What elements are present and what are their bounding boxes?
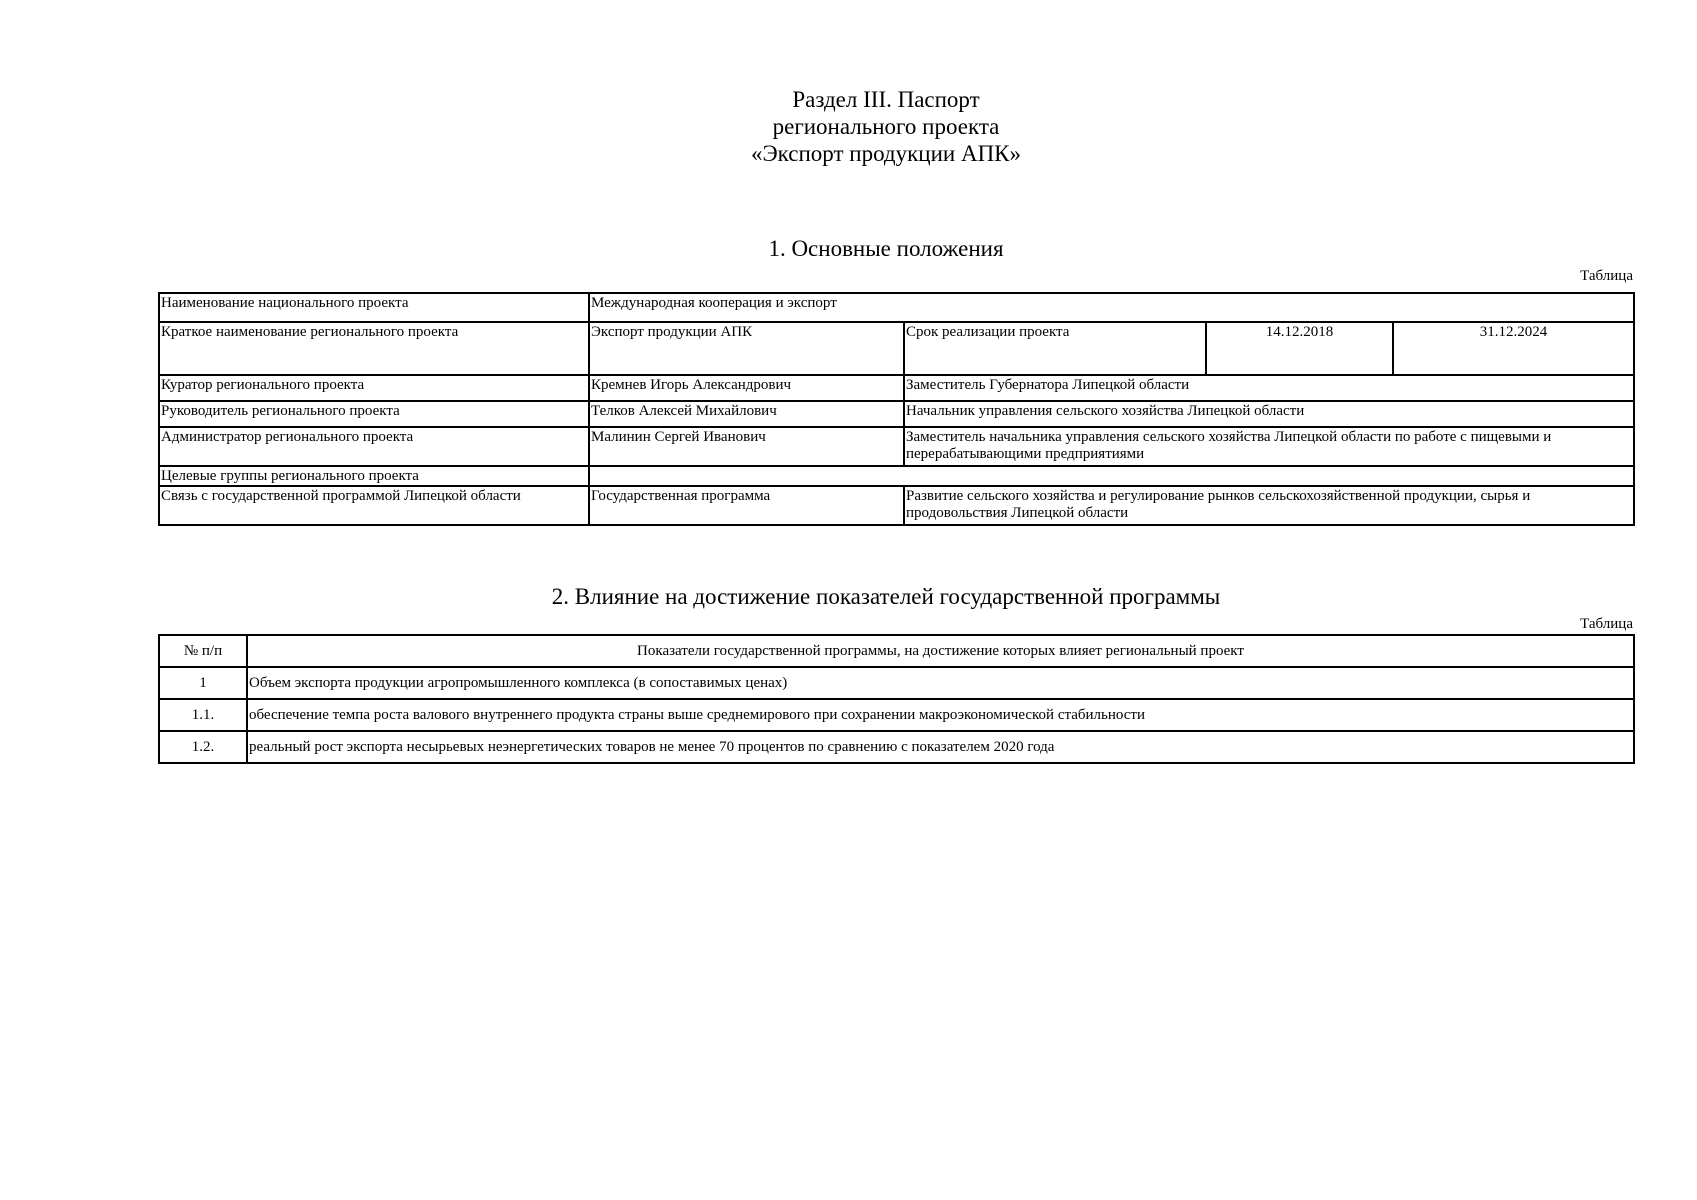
document-title bbox=[0, 86, 1697, 167]
administrator-label: Администратор регионального проекта bbox=[159, 427, 589, 466]
section-1-heading: 1. Основные положения bbox=[768, 236, 1004, 261]
table-row bbox=[159, 486, 1634, 525]
indicator-num: 1.2. bbox=[159, 731, 247, 763]
curator-label: Куратор регионального проекта bbox=[159, 375, 589, 401]
section-1-table-caption: Таблица bbox=[1580, 268, 1633, 284]
project-term-label: Срок реализации проекта bbox=[904, 322, 1206, 375]
head-name: Телков Алексей Михайлович bbox=[589, 401, 904, 427]
curator-position: Заместитель Губернатора Липецкой области bbox=[904, 375, 1634, 401]
table-row bbox=[159, 375, 1634, 401]
state-program-label: Связь с государственной программой Липецкой области bbox=[159, 486, 589, 525]
table-row bbox=[159, 293, 1634, 322]
administrator-position: Заместитель начальника управления сельского хозяйства Липецкой области по работе с пищевыми и перерабатывающими предприятиями bbox=[904, 427, 1634, 466]
section-2-heading: 2. Влияние на достижение показателей государственной программы bbox=[551, 584, 1221, 609]
table-row bbox=[159, 466, 1634, 486]
column-header-num: № п/п bbox=[159, 635, 247, 667]
head-position: Начальник управления сельского хозяйства Липецкой области bbox=[904, 401, 1634, 427]
document-title-line-2: регионального проекта bbox=[772, 114, 1000, 139]
short-name-label: Краткое наименование регионального проекта bbox=[159, 322, 589, 375]
administrator-name: Малинин Сергей Иванович bbox=[589, 427, 904, 466]
indicator-num: 1.1. bbox=[159, 699, 247, 731]
state-program-type: Государственная программа bbox=[589, 486, 904, 525]
indicator-text: Объем экспорта продукции агропромышленного комплекса (в сопоставимых ценах) bbox=[247, 667, 1634, 699]
table-row bbox=[159, 427, 1634, 466]
table-row bbox=[159, 699, 1634, 731]
state-program-value: Развитие сельского хозяйства и регулирование рынков сельскохозяйственной продукции, сырья и продовольствия Липецкой области bbox=[904, 486, 1634, 525]
section-2-table-caption: Таблица bbox=[1580, 616, 1633, 632]
short-name-value: Экспорт продукции АПК bbox=[589, 322, 904, 375]
indicators-table bbox=[158, 634, 1635, 764]
document-title-line-1: Раздел III. Паспорт bbox=[792, 87, 980, 112]
indicator-text: обеспечение темпа роста валового внутреннего продукта страны выше среднемирового при сохранении макроэкономической стабильности bbox=[247, 699, 1634, 731]
main-provisions-table bbox=[158, 292, 1635, 526]
head-label: Руководитель регионального проекта bbox=[159, 401, 589, 427]
indicator-num: 1 bbox=[159, 667, 247, 699]
target-groups-label: Целевые группы регионального проекта bbox=[159, 466, 589, 486]
table-header-row bbox=[159, 635, 1634, 667]
document-title-line-3: «Экспорт продукции АПК» bbox=[750, 141, 1022, 166]
project-end-date: 31.12.2024 bbox=[1393, 322, 1634, 375]
table-row bbox=[159, 667, 1634, 699]
column-header-indicator: Показатели государственной программы, на достижение которых влияет региональный проект bbox=[247, 635, 1634, 667]
national-project-value: Международная кооперация и экспорт bbox=[589, 293, 1634, 322]
national-project-label: Наименование национального проекта bbox=[159, 293, 589, 322]
table-row bbox=[159, 731, 1634, 763]
table-row bbox=[159, 401, 1634, 427]
indicator-text: реальный рост экспорта несырьевых неэнергетических товаров не менее 70 процентов по сравнению с показателем 2020 года bbox=[247, 731, 1634, 763]
target-groups-value bbox=[589, 466, 1634, 486]
project-start-date: 14.12.2018 bbox=[1206, 322, 1393, 375]
curator-name: Кремнев Игорь Александрович bbox=[589, 375, 904, 401]
table-row bbox=[159, 322, 1634, 375]
